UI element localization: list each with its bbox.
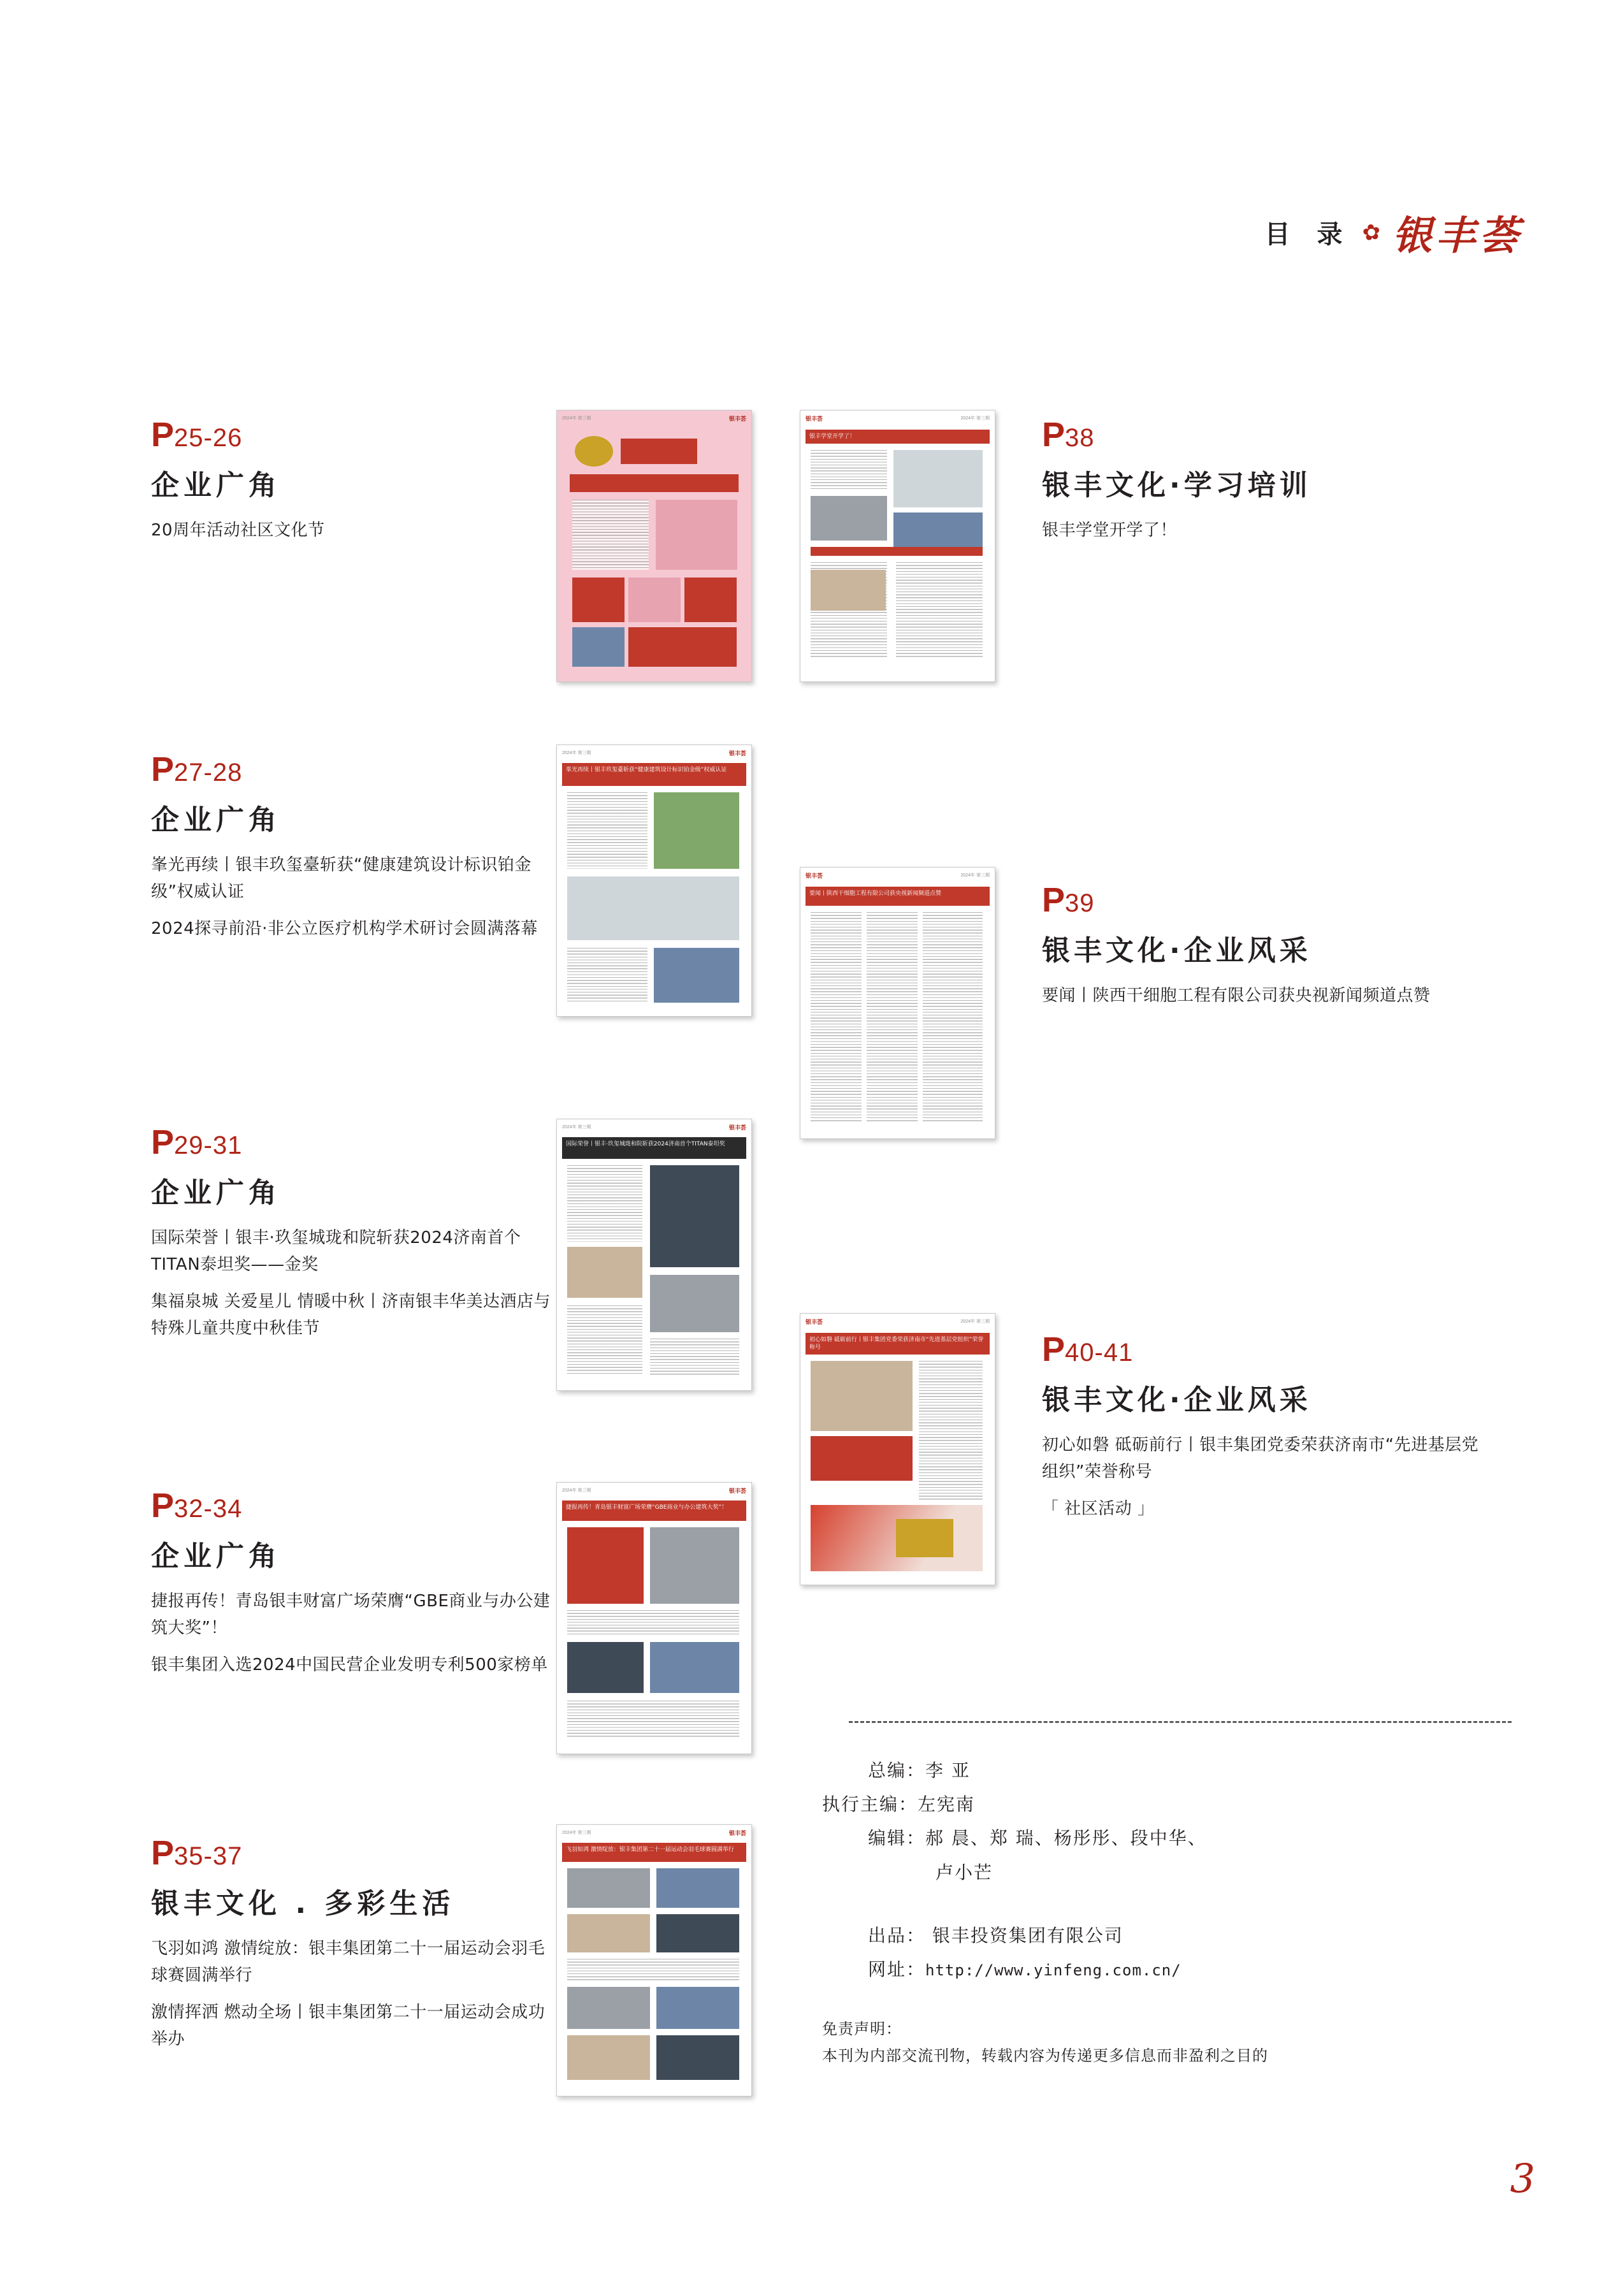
thumb-photo (811, 570, 886, 611)
thumb-text-col (567, 1165, 642, 1242)
thumb-text-col (567, 1610, 739, 1636)
thumb-brand: 银丰荟 (728, 1124, 746, 1131)
thumb-brand: 银丰荟 (805, 416, 823, 423)
thumb-photo (628, 578, 681, 622)
entry-title: 企业广角 (151, 804, 281, 836)
entry-line: 初心如磐 砥砺前行丨银丰集团党委荣获济南市“先进基层党组织”荣誉称号 (1042, 1435, 1479, 1482)
website-label: 网址： (868, 1958, 926, 1980)
thumb-banner: 国际荣誉丨银丰·玖玺城珑和院斩获2024济南首个TITAN泰坦奖 (562, 1137, 746, 1159)
thumb-issue: 2024年 第三期 (960, 1319, 990, 1324)
thumb-photo (650, 1642, 739, 1693)
entry-line: 捷报再传！青岛银丰财富广场荣膺“GBE商业与办公建筑大奖”！ (151, 1592, 551, 1638)
entry-title: 银丰文化·企业风采 (1042, 1384, 1311, 1416)
thumb-header (557, 1825, 751, 1840)
thumb-photo (811, 1361, 913, 1431)
page-number: P35-37 (151, 1834, 243, 1872)
thumb-photo (567, 2035, 650, 2080)
thumb-banner: 初心如磐 砥砺前行丨银丰集团党委荣获济南市“先进基层党组织”荣誉称号 (805, 1333, 990, 1355)
website-url[interactable]: http://www.yinfeng.com.cn/ (925, 1961, 1181, 1979)
thumb-photo (654, 948, 739, 1003)
thumb-photo (567, 1987, 650, 2029)
toc-entry-p40-41[interactable] (1042, 1332, 1488, 1532)
thumb-photo (650, 1527, 739, 1604)
thumb-text-col (567, 948, 647, 1003)
thumb-photo (572, 578, 625, 622)
page-number: P25-26 (151, 416, 243, 454)
divider (849, 1721, 1512, 1723)
entry-line: 激情挥洒 燃动全场丨银丰集团第二十一届运动会成功举办 (151, 2003, 545, 2049)
thumb-text-col (923, 912, 983, 1123)
thumb-photo (567, 1642, 644, 1693)
thumb-header (557, 1483, 751, 1498)
thumb-emblem (896, 1519, 953, 1557)
thumb-subtitle-bar (570, 474, 739, 492)
thumb-photo (628, 627, 737, 667)
thumbnail-page-35[interactable] (556, 1824, 752, 2096)
entry-line: 「 社区活动 」 (1042, 1499, 1155, 1519)
thumb-photo (572, 627, 625, 667)
entry-line: 要闻丨陕西干细胞工程有限公司获央视新闻频道点赞 (1042, 986, 1431, 1005)
thumb-issue: 2024年 第三期 (562, 1831, 591, 1835)
thumb-banner: 银丰学堂开学了！ (805, 430, 990, 444)
thumb-photo (811, 496, 887, 541)
editor-in-chief: 总编：李 亚 (868, 1760, 971, 1781)
thumb-photo (567, 1247, 642, 1298)
thumb-brand: 银丰荟 (805, 873, 823, 880)
thumb-text-col (811, 912, 862, 1123)
thumbnail-page-40[interactable] (800, 1313, 995, 1585)
thumb-photo (656, 1987, 739, 2029)
entry-title: 企业广角 (151, 1177, 281, 1209)
page-number: P40-41 (1042, 1330, 1134, 1369)
thumb-photo (893, 512, 983, 551)
thumb-text-col (919, 1361, 983, 1501)
thumb-photo (567, 1868, 650, 1908)
publisher: 出品： 银丰投资集团有限公司 (868, 1924, 1123, 1946)
thumb-issue: 2024年 第三期 (562, 416, 591, 421)
entry-line: 2024探寻前沿·非公立医疗机构学术研讨会圆满落幕 (151, 919, 538, 939)
toc-entry-p27-28[interactable] (151, 752, 559, 952)
thumb-banner: 飞羽如鸿 激情绽放：银丰集团第二十一届运动会羽毛球赛圆满举行 (562, 1843, 746, 1862)
thumb-photo (567, 1527, 644, 1604)
thumb-photo (811, 1436, 913, 1481)
spacer (822, 1889, 1529, 1919)
thumb-anniversary-logo (575, 436, 613, 467)
page-number: P32-34 (151, 1486, 243, 1525)
thumb-photo (656, 2035, 739, 2080)
thumb-issue: 2024年 第三期 (960, 873, 990, 878)
thumb-title-block (621, 439, 697, 464)
thumb-photo (654, 792, 739, 869)
thumb-photo (656, 500, 737, 570)
entry-line: 银丰集团入选2024中国民营企业发明专利500家榜单 (151, 1655, 548, 1675)
entry-title: 银丰文化 . 多彩生活 (151, 1887, 455, 1920)
toc-entry-p32-34[interactable] (151, 1488, 559, 1689)
website-row (822, 1952, 1529, 1986)
thumb-text-col (572, 500, 649, 570)
page-number: P29-31 (151, 1123, 243, 1161)
thumb-issue: 2024年 第三期 (562, 751, 591, 755)
thumb-banner: 捷报再传！青岛银丰财富广场荣膺“GBE商业与办公建筑大奖”！ (562, 1500, 746, 1521)
thumbnail-page-39[interactable] (800, 867, 995, 1139)
spacer (822, 1986, 1529, 2016)
entry-line: 国际荣誉丨银丰·玖玺城珑和院斩获2024济南首个TITAN泰坦奖——金奖 (151, 1228, 521, 1275)
thumb-text-col (567, 792, 647, 869)
thumb-text-col (896, 562, 983, 658)
page-number: P38 (1042, 416, 1095, 454)
thumb-photo (656, 1914, 739, 1952)
thumb-brand: 银丰荟 (805, 1319, 823, 1326)
thumb-banner: 峯光再续丨银丰玖玺臺斩获“健康建筑设计标识铂金级”权威认证 (562, 763, 746, 786)
disclaimer-text: 本刊为内部交流刊物，转载内容为传递更多信息而非盈利之目的 (822, 2047, 1268, 2065)
entry-line: 20周年活动社区文化节 (151, 521, 325, 540)
thumb-text-col (567, 1959, 739, 1982)
thumb-brand: 银丰荟 (728, 416, 746, 423)
thumb-text-col (567, 1305, 642, 1376)
thumb-photo (650, 1165, 739, 1267)
entry-line: 飞羽如鸿 激情绽放：银丰集团第二十一届运动会羽毛球赛圆满举行 (151, 1939, 545, 1986)
entry-title: 银丰文化·学习培训 (1042, 469, 1311, 502)
toc-entry-p29-31[interactable] (151, 1125, 559, 1352)
page-header (1265, 204, 1522, 261)
thumb-photo (567, 1914, 650, 1952)
thumb-brand: 银丰荟 (728, 750, 746, 757)
thumbnail-page-29[interactable] (556, 1119, 752, 1391)
thumbnail-page-27[interactable] (556, 745, 752, 1017)
thumb-header (800, 868, 995, 883)
thumb-brand: 银丰荟 (728, 1488, 746, 1495)
page-number: P39 (1042, 881, 1095, 919)
thumb-photo (567, 876, 739, 940)
thumb-issue: 2024年 第三期 (562, 1125, 591, 1130)
colophon (822, 1721, 1529, 2069)
toc-label: 目 录 (1264, 220, 1352, 249)
toc-entry-p38[interactable] (1042, 418, 1463, 554)
thumb-issue: 2024年 第三期 (562, 1488, 591, 1493)
magazine-logo: 银丰荟 (1392, 212, 1522, 259)
thumb-text-col (867, 912, 918, 1123)
thumb-header (557, 745, 751, 760)
entry-line: 峯光再续丨银丰玖玺臺斩获“健康建筑设计标识铂金级”权威认证 (151, 855, 531, 902)
flower-icon: ✿ (1361, 218, 1383, 247)
thumb-photo (893, 450, 983, 507)
entry-title: 企业广角 (151, 1540, 281, 1573)
folio-number: 3 (1510, 2155, 1535, 2202)
executive-editor: 执行主编：左宪南 (822, 1794, 976, 1815)
entry-line: 银丰学堂开学了！ (1042, 521, 1178, 540)
thumb-header (557, 1119, 751, 1135)
thumb-section-bar (811, 547, 983, 556)
thumb-banner: 要闻丨陕西干细胞工程有限公司获央视新闻频道点赞 (805, 887, 990, 906)
editors: 编辑：郝 晨、郑 瑞、杨彤彤、段中华、 (868, 1827, 1207, 1849)
thumb-brand: 银丰荟 (728, 1830, 746, 1837)
thumb-text-col (650, 1339, 739, 1376)
thumb-photo (684, 578, 737, 622)
entry-title: 企业广角 (151, 469, 281, 502)
page-number: P27-28 (151, 750, 243, 788)
thumbnail-page-25[interactable] (556, 410, 752, 682)
thumb-photo (656, 1868, 739, 1908)
thumb-issue: 2024年 第三期 (960, 416, 990, 421)
disclaimer-title: 免责声明： (822, 2020, 902, 2038)
toc-entry-p25-26[interactable] (151, 418, 546, 554)
thumbnail-page-32[interactable] (556, 1482, 752, 1754)
editors-continued: 卢小芒 (935, 1861, 993, 1883)
thumb-header (557, 411, 751, 426)
thumb-header (800, 411, 995, 426)
thumb-text-col (811, 450, 887, 491)
entry-title: 银丰文化·企业风采 (1042, 934, 1311, 967)
thumbnail-page-38[interactable] (800, 410, 995, 682)
thumb-photo (650, 1275, 739, 1332)
thumb-header (800, 1314, 995, 1329)
thumb-text-col (567, 1701, 739, 1739)
entry-line: 集福泉城 关爱星儿 情暖中秋丨济南银丰华美达酒店与特殊儿童共度中秋佳节 (151, 1292, 551, 1339)
toc-entry-p39[interactable] (1042, 883, 1482, 1019)
toc-entry-p35-37[interactable] (151, 1836, 559, 2063)
